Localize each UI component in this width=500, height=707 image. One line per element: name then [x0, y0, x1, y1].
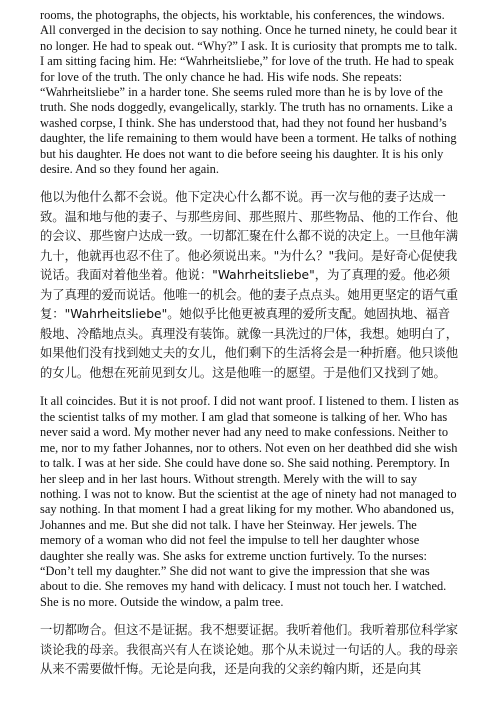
- paragraph-english-1: rooms, the photographs, the objects, his worktable, his conferences, the windows. All converged in the decision to say nothing. Once he turned ninety, he could bear it no longer. He had to speak out. “Why?” I ask. It is curiosity that prompts me to talk. I am sitting facing him. He: “Wahrheitsliebe,” for love of the truth. He had to speak for love of the truth. The only chance he had. His wife nods. She repeats: “Wahrheitsliebe” in a harder tone. She seems ruled more than he is by love of the truth. She nods doggedly, evangelically, starkly. The truth has no ornaments. Like a washed corpse, I think. She has understood that, had they not found her husband’s daughter, the life remaining to them would have been a torment. He talks of nothing but his daughter. He does not want to die before seeing his daughter. It is his only desire. And so they found her again.: [40, 8, 458, 177]
- paragraph-chinese-1: 他以为他什么都不会说。他下定决心什么都不说。再一次与他的妻子达成一致。温和地与他的妻子、与那些房间、那些照片、那些物品、他的工作台、他的会议、那些窗户达成一致。一切都汇聚在什么都不说的决定上。一旦他年满九十，他就再也忍不住了。他必须说出来。"为什么？"我问。是好奇心促使我说话。我面对着他坐着。他说："Wahrheitsliebe"，为了真理的爱。他必须为了真理的爱而说话。他唯一的机会。他的妻子点点头。她用更坚定的语气重复："Wahrheitsliebe"。她似乎比他更被真理的爱所支配。她固执地、福音般地、冷酷地点头。真理没有装饰。就像一具洗过的尸体，我想。她明白了，如果他们没有找到她丈夫的女儿，他们剩下的生活将会是一种折磨。他只谈他的女儿。他想在死前见到女儿。这是他唯一的愿望。于是他们又找到了她。: [40, 190, 459, 380]
- paragraph-english-2: It all coincides. But it is not proof. I did not want proof. I listened to them. I listen as the scientist talks of my mother. I am glad that someone is talking of her. Who has never said a word. My mother never had any need to make confessions. Neither to me, nor to my father Johannes, nor to others. Not even on her deathbed did she wish to talk. I was at her side. She could have done so. She said nothing. Peremptory. In her sleep and in her last hours. Without strength. Merely with the will to say nothing. I was not to know. But the scientist at the age of ninety had not managed to say nothing. In that moment I had a great liking for my mother. Who abandoned us, Johannes and me. But she did not talk. I have her Steinway. Her jewels. The memory of a woman who did not feel the impulse to tell her daughter whose daughter she really was. She asks for extreme unction furtively. To the nurses: “Don’t tell my daughter.” She did not want to give the impression that she was about to die. She removes my hand with delicacy. I must not touch her. I watched. She is no more. Outside the window, a palm tree.: [40, 394, 459, 609]
- paragraph-chinese-2: 一切都吻合。但这不是证据。我不想要证据。我听着他们。我听着那位科学家谈论我的母亲。我很高兴有人在谈论她。那个从未说过一句话的人。我的母亲从来不需要做忏悔。无论是向我，还是向我的父亲约翰内斯，还是向其: [40, 623, 459, 677]
